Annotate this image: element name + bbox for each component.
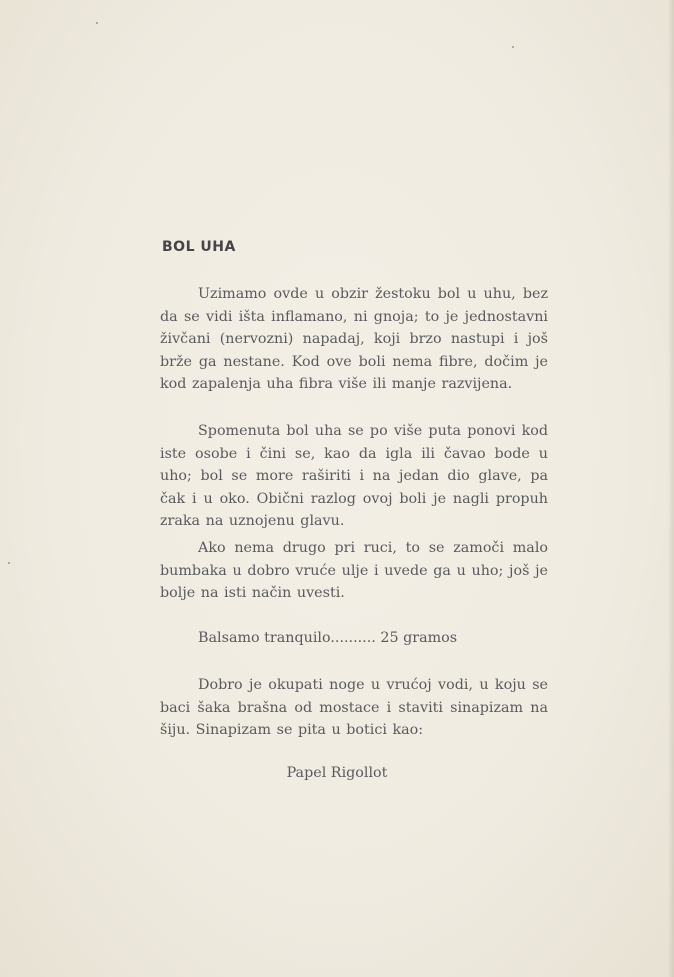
formula-amount: 25 gramos (380, 630, 458, 646)
formula-name: Balsamo tranquilo (198, 630, 331, 646)
paper-speck (96, 22, 98, 24)
page-title: BOL UHA (162, 239, 236, 255)
paper-speck (8, 562, 10, 564)
page-edge-shadow (668, 0, 674, 977)
product-name: Papel Rigollot (286, 765, 388, 781)
paragraph-1: Uzimamo ovde u obzir žestoku bol u uhu, bez da se vidi išta inflamano, ni gnoja; to je jednostavni živčani (nervozni) napadaj, koji brzo nastupi i još brže ga nestane. Kod ove boli nema fibre, dočim je kod zapalenja uha fibra više ili manje razvijena. (160, 286, 548, 393)
paragraph-3: Ako nema drugo pri ruci, to se zamoči malo bumbaka u dobro vruće ulje i uvede ga u uho; još je bolje na isti način uvesti. (160, 540, 548, 602)
formula-line (198, 630, 528, 646)
paragraph-2: Spomenuta bol uha se po više puta ponovi kod iste osobe i čini se, kao da igla ili čavao bode u uho; bol se more raširiti i na jedan dio glave, pa čak i u oko. Obični razlog ovoj boli je nagli propuh zraka na uznojenu glavu. (160, 423, 548, 530)
formula-leader: .......... (330, 630, 376, 646)
paper-speck (512, 46, 514, 48)
paragraph-4: Dobro je okupati noge u vrućoj vodi, u koju se baci šaka brašna od mostace i staviti sinapizam na šiju. Sinapizam se pita u botici kao: (160, 677, 548, 739)
